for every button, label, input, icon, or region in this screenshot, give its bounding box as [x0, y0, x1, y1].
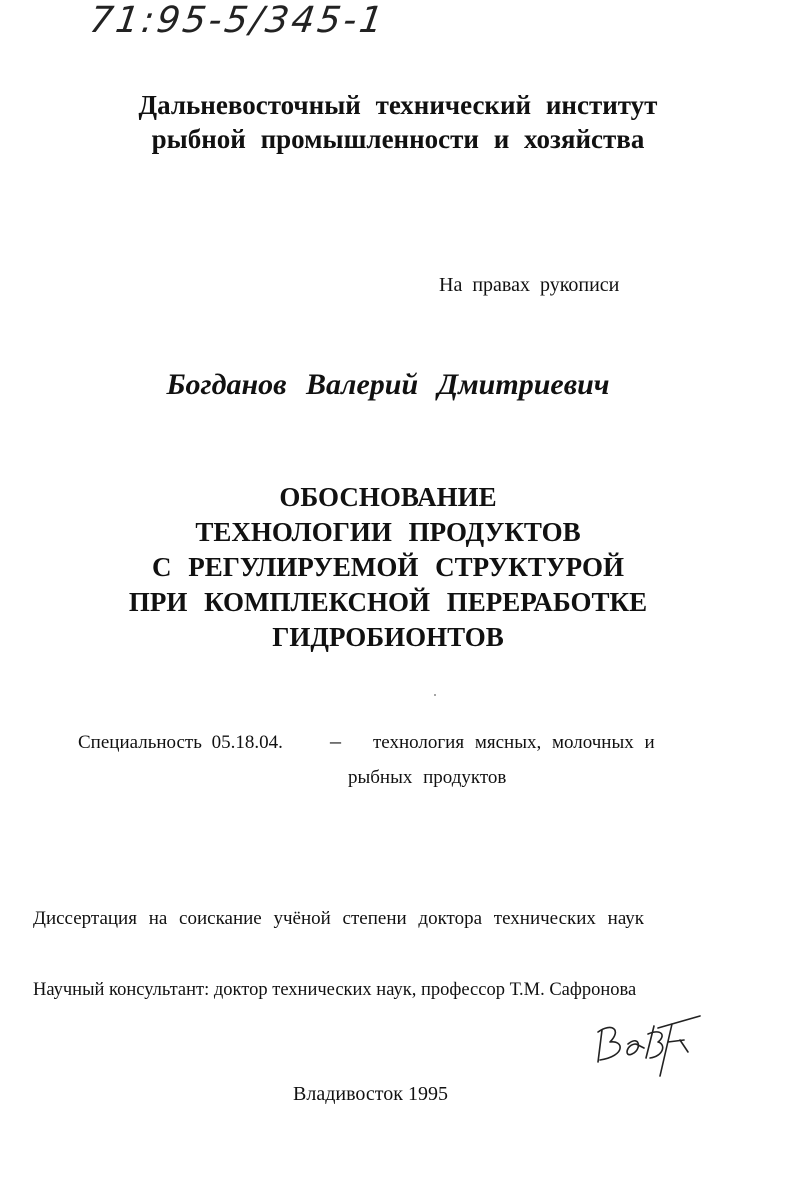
archive-number: 71:95-5/345-1	[87, 0, 389, 41]
title-line-3: С РЕГУЛИРУЕМОЙ СТРУКТУРОЙ	[151, 552, 625, 582]
specialty-label: Специальность 05.18.04.	[78, 732, 283, 753]
author-name: Богданов Валерий Дмитриевич	[166, 368, 610, 401]
title-line-1: ОБОСНОВАНИЕ	[279, 482, 497, 512]
institute-name	[0, 88, 796, 156]
specialty-description-line-2: рыбных продуктов	[348, 767, 507, 788]
institute-line-2: рыбной промышленности и хозяйства	[151, 124, 645, 154]
city-year: Владивосток 1995	[293, 1083, 448, 1105]
rights-note: На правах рукописи	[439, 274, 620, 296]
title-line-5: ГИДРОБИОНТОВ	[272, 622, 504, 652]
institute-line-1: Дальневосточный технический институт	[138, 90, 658, 120]
specialty-description-line-1: технология мясных, молочных и	[373, 732, 655, 753]
handwritten-signature	[588, 1000, 708, 1080]
dissertation-title	[0, 480, 776, 655]
scan-speck	[434, 694, 436, 696]
consultant-note: Научный консультант: доктор технических наук, профессор Т.М. Сафронова	[33, 980, 637, 1000]
specialty-dash: –	[330, 728, 341, 753]
title-line-2: ТЕХНОЛОГИИ ПРОДУКТОВ	[195, 517, 581, 547]
title-line-4: ПРИ КОМПЛЕКСНОЙ ПЕРЕРАБОТКЕ	[128, 587, 648, 617]
dissertation-note: Диссертация на соискание учёной степени доктора технических наук	[33, 908, 645, 929]
